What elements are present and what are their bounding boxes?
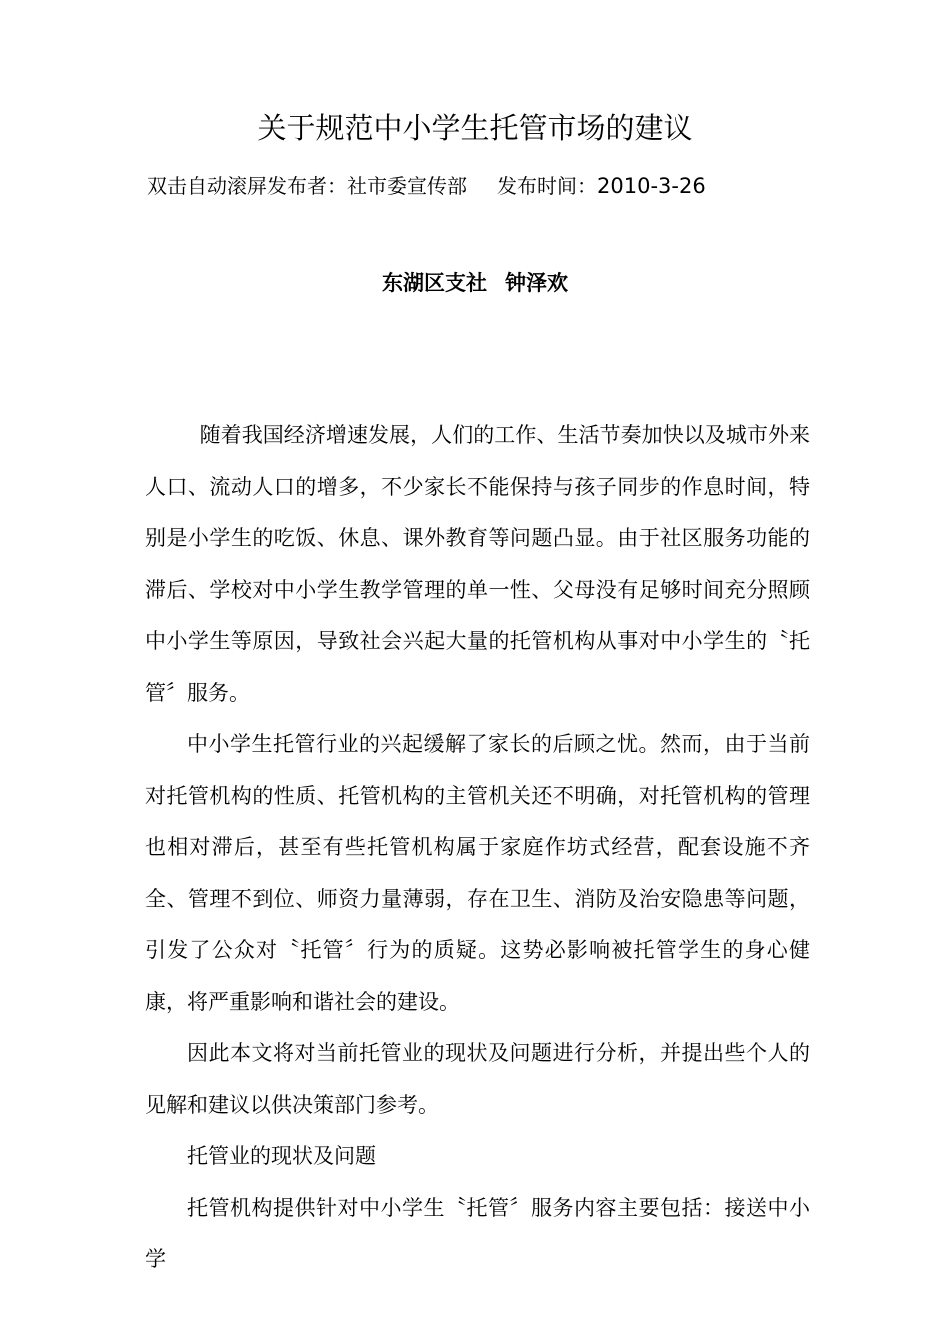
publish-date: 2010-3-26 [597,174,706,198]
paragraph-3: 因此本文将对当前托管业的现状及问题进行分析，并提出些个人的见解和建议以供决策部门参考。 [145,1041,810,1117]
paragraph-2: 中小学生托管行业的兴起缓解了家长的后顾之忧。然而，由于当前对托管机构的性质、托管机构的主管机关还不明确，对托管机构的管理也相对滞后，甚至有些托管机构属于家庭作坊式经营，配套设施不齐全、管理不到位、师资力量薄弱，存在卫生、消防及治安隐患等问题，引发了公众对〝托管〞行为的质疑。这势必影响被托管学生的身心健康，将严重影响和谐社会的建设。 [145,732,810,1014]
author-name: 钟泽欢 [505,271,568,295]
paragraph-4: 托管机构提供针对中小学生〝托管〞服务内容主要包括：接送中小学 [145,1195,810,1271]
document-title: 关于规范中小学生托管市场的建议 [257,111,693,145]
article-body [145,410,810,1286]
publish-info [147,170,847,202]
author-org: 东湖区支社 [382,271,487,295]
author-line [0,265,950,301]
publisher-text: 双击自动滚屏发布者：社市委宣传部 [147,174,467,198]
section-heading: 托管业的现状及问题 [187,1144,376,1168]
date-label: 发布时间： [497,174,597,198]
paragraph-1: 随着我国经济增速发展，人们的工作、生活节奏加快以及城市外来人口、流动人口的增多，不少家长不能保持与孩子同步的作息时间，特别是小学生的吃饭、休息、课外教育等问题凸显。由于社区服务功能的滞后、学校对中小学生教学管理的单一性、父母没有足够时间充分照顾中小学生等原因，导致社会兴起大量的托管机构从事对中小学生的〝托管〞服务。 [145,423,810,705]
